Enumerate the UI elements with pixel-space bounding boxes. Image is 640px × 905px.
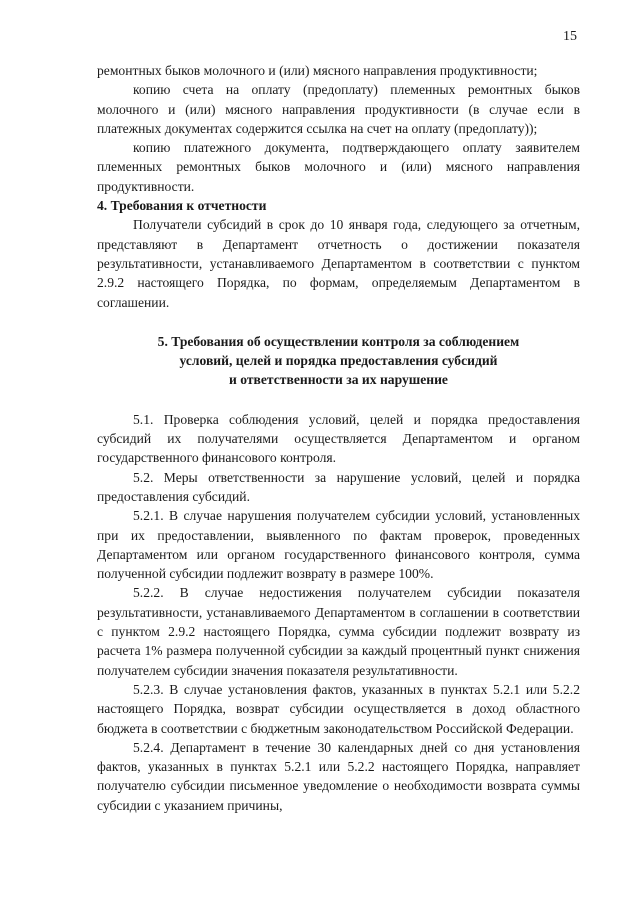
section-5-heading-line: 5. Требования об осуществлении контроля за соблюдением — [157, 333, 520, 349]
section-4-heading: 4. Требования к отчетности — [97, 198, 267, 214]
document-body — [97, 61, 580, 815]
section-5-paragraph: 5.1. Проверка соблюдения условий, целей и порядка предоставления субсидий их получателями осуществляется Департаментом и органом государственного финансового контроля. — [97, 411, 580, 466]
intro-paragraph: копию платежного документа, подтверждающего оплату заявителем племенных ремонтных быков молочного и (или) мясного направления продуктивности. — [97, 140, 580, 194]
section-5-heading-line: и ответственности за их нарушение — [229, 372, 448, 388]
section-4-paragraph: Получатели субсидий в срок до 10 января года, следующего за отчетным, представляют в Департамент отчетность о достижении показателя результативности, устанавливаемого Департаментом в соответствии с пунктом 2.9.2 настоящего Порядка, по формам, определяемым Департаментом в соглашении. — [97, 217, 580, 310]
page-number: 15 — [563, 29, 577, 44]
section-5-paragraph: 5.2.3. В случае установления фактов, указанных в пунктах 5.2.1 или 5.2.2 настоящего Порядка, возврат субсидии осуществляется в доход областного бюджета в соответствии с бюджетным законодательством Российской Федерации. — [97, 681, 580, 736]
section-5-heading-line: условий, целей и порядка предоставления субсидий — [179, 353, 498, 369]
section-5-paragraph: 5.2.2. В случае недостижения получателем субсидии показателя результативности, устанавливаемого Департаментом в соглашении в соответствии с пунктом 2.9.2 настоящего Порядка, сумма субсидии подлежит возврату из расчета 1% размера полученной субсидии за каждый процентный пункт снижения получателем субсидии значения показателя результативности. — [97, 585, 580, 678]
section-5-paragraph: 5.2.1. В случае нарушения получателем субсидии условий, установленных при их предоставлении, выявленного по фактам проверок, проведенных Департаментом или органом государственного финансового контроля, сумма полученной субсидии подлежит возврату в размере 100%. — [97, 508, 580, 582]
section-5-paragraph: 5.2.4. Департамент в течение 30 календарных дней со дня установления фактов, указанных в пунктах 5.2.1 или 5.2.2 настоящего Порядка, направляет получателю субсидии письменное уведомление о необходимости возврата суммы субсидии с указанием причины, — [97, 739, 580, 813]
intro-paragraph: ремонтных быков молочного и (или) мясного направления продуктивности; — [97, 63, 538, 78]
section-5-paragraph: 5.2. Меры ответственности за нарушение условий, целей и порядка предоставления субсидий. — [97, 469, 580, 504]
section-5-heading — [97, 332, 580, 390]
intro-paragraph: копию счета на оплату (предоплату) племенных ремонтных быков молочного и (или) мясного направления продуктивности (в случае если в платежных документах содержится ссылка на счет на оплату (предоплату)); — [97, 82, 580, 136]
